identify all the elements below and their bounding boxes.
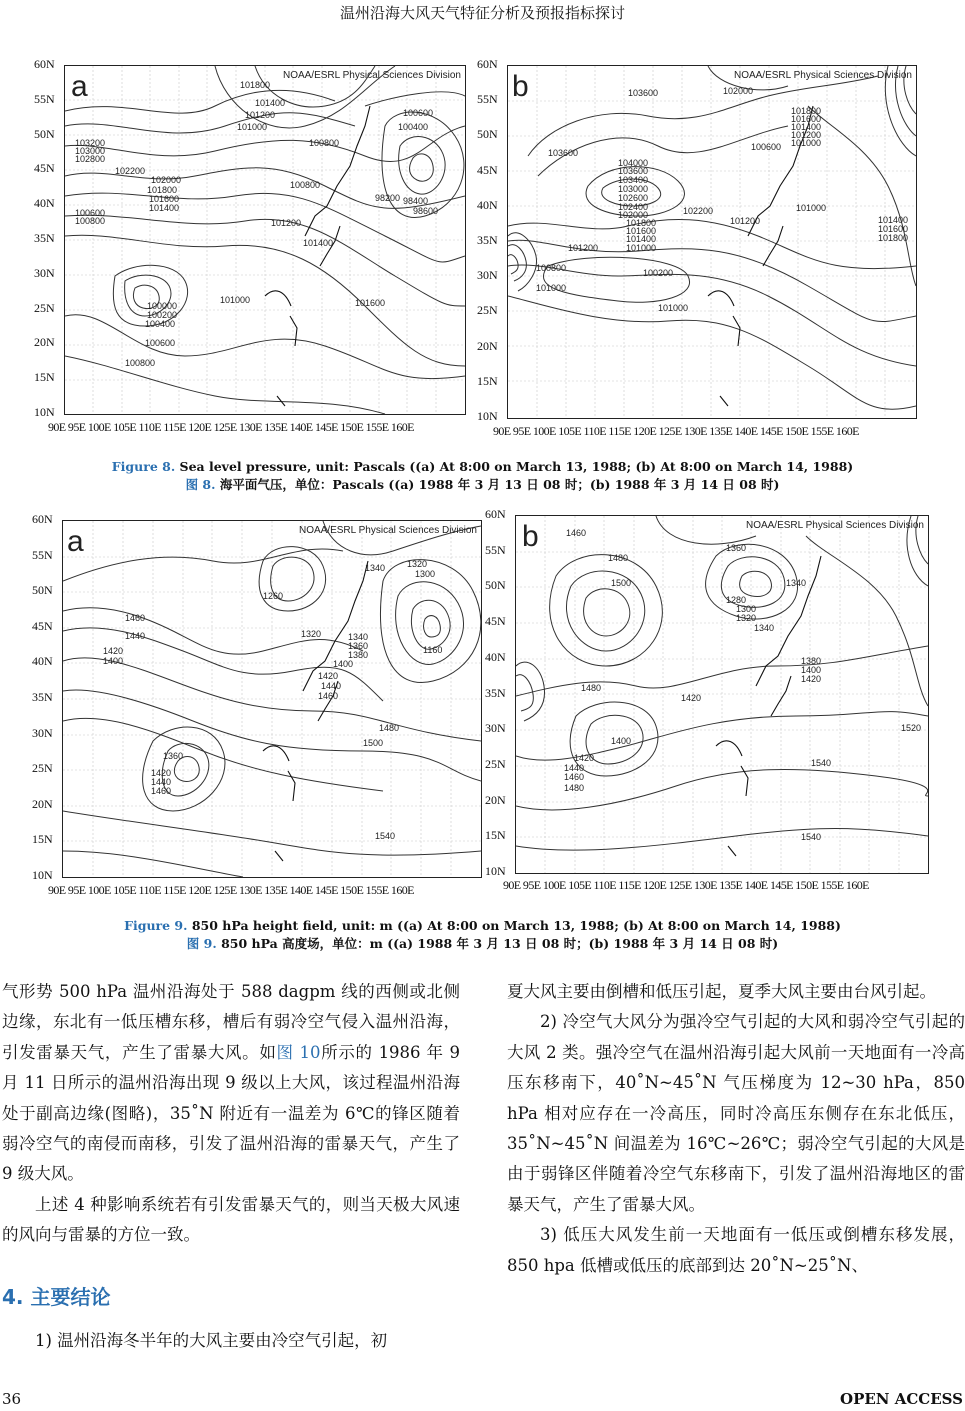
svg-text:1340: 1340 xyxy=(786,578,807,588)
svg-text:104000: 104000 xyxy=(618,158,649,168)
svg-text:101400: 101400 xyxy=(303,238,334,248)
lon-axis: 90E 95E 100E 105E 110E 115E 120E 125E 130E 135E 140E 145E 150E 155E 160E xyxy=(493,424,859,438)
left-column xyxy=(2,977,460,1251)
contour-map xyxy=(65,66,465,414)
lat-label: 10N xyxy=(34,405,55,419)
lat-label: 30N xyxy=(32,725,53,740)
lat-label: 50N xyxy=(32,583,53,598)
svg-text:1300: 1300 xyxy=(415,569,436,579)
paragraph xyxy=(2,977,460,1190)
svg-text:101600: 101600 xyxy=(878,224,909,234)
lat-label: 20N xyxy=(32,796,53,811)
svg-text:1420: 1420 xyxy=(318,671,339,681)
svg-text:1480: 1480 xyxy=(564,783,585,793)
lat-label: 45N xyxy=(485,614,506,629)
svg-text:101200: 101200 xyxy=(568,243,599,253)
map-credit: NOAA/ESRL Physical Sciences Division xyxy=(298,525,477,536)
svg-text:1400: 1400 xyxy=(333,659,354,669)
figure-9-panel-a xyxy=(30,510,485,905)
svg-text:103600: 103600 xyxy=(548,148,579,158)
figure-9-panel-b xyxy=(485,507,947,905)
svg-text:1420: 1420 xyxy=(681,693,702,703)
figure-9-caption-en xyxy=(0,917,965,934)
svg-text:1360: 1360 xyxy=(726,543,747,553)
paragraph: 上述 4 种影响系统若有引发雷暴天气的，则当天极大风速的风向与雷暴的方位一致。 xyxy=(2,1194,460,1245)
svg-text:101000: 101000 xyxy=(237,122,268,132)
contour-map xyxy=(63,521,481,877)
svg-text:101600: 101600 xyxy=(626,226,657,236)
map-credit: NOAA/ESRL Physical Sciences Division xyxy=(745,520,924,531)
lat-label: 25N xyxy=(34,300,55,315)
svg-text:101400: 101400 xyxy=(626,234,657,244)
lat-label: 30N xyxy=(477,268,498,283)
svg-text:1380: 1380 xyxy=(801,656,822,666)
lat-label: 40N xyxy=(485,649,506,664)
figure-number: Figure 9. xyxy=(124,918,188,933)
lat-label: 50N xyxy=(477,127,498,142)
contour-map xyxy=(516,516,928,873)
svg-text:101800: 101800 xyxy=(791,106,822,116)
svg-text:1480: 1480 xyxy=(608,553,629,563)
svg-text:101200: 101200 xyxy=(730,216,761,226)
svg-text:1440: 1440 xyxy=(151,777,172,787)
svg-text:103600: 103600 xyxy=(618,166,649,176)
map-frame xyxy=(62,520,482,878)
paragraph-text: 气形势 500 hPa 温州沿海处于 588 dagpm 线的西侧或北侧边缘，东北有一低压槽东移，槽后有弱冷空气侵入温州沿海，引发雷暴天气，产生了雷暴大风。如 xyxy=(2,982,460,1062)
lat-label: 35N xyxy=(477,233,498,247)
paragraph: 3) 低压大风发生前一天地面有一低压或倒槽东移发展，850 hpa 低槽或低压的底部到达 20˚N~25˚N、 xyxy=(507,1225,965,1275)
figure-10-link[interactable]: 图 10 xyxy=(276,1042,321,1062)
lat-label: 15N xyxy=(32,832,53,847)
lat-label: 35N xyxy=(34,231,55,245)
svg-text:101600: 101600 xyxy=(149,194,180,204)
lon-axis: 90E 95E 100E 105E 110E 115E 120E 125E 130E 135E 140E 145E 150E 155E 160E xyxy=(48,420,414,434)
svg-text:1480: 1480 xyxy=(581,683,602,693)
svg-text:101800: 101800 xyxy=(240,80,271,90)
svg-text:1420: 1420 xyxy=(574,753,595,763)
svg-text:101000: 101000 xyxy=(796,203,827,213)
figure-9-caption-zh xyxy=(0,935,965,952)
caption-text: 850 hPa 高度场，单位：m ((a) 1988 年 3 月 13 日 08 时；(b) 1988 年 3 月 14 日 08 时) xyxy=(221,936,779,951)
svg-text:101400: 101400 xyxy=(149,203,180,213)
svg-text:100800: 100800 xyxy=(75,216,106,226)
panel-letter: a xyxy=(67,525,84,558)
svg-text:1400: 1400 xyxy=(611,736,632,746)
map-credit: NOAA/ESRL Physical Sciences Division xyxy=(733,70,912,81)
svg-text:100000: 100000 xyxy=(147,301,178,311)
map-frame xyxy=(515,515,929,874)
lat-label: 10N xyxy=(485,864,506,878)
figure-number: Figure 8. xyxy=(111,459,176,474)
svg-text:1460: 1460 xyxy=(564,772,585,782)
paragraph: 2) 冷空气大风分为强冷空气引起的大风和弱冷空气引起的大风 2 类。强冷空气在温州沿海引起大风前一天地面有一冷高压东移南下，40˚N~45˚N 气压梯度为 12~30 hPa，850 hPa 相对应存在一冷高压，同时冷高压东侧存在东北低压，35˚N~45˚N 间温差为 16℃~26℃；弱冷空气引起的大风是由于弱锋区伴随着冷空气东移南下，引发了温州沿海地区的雷暴天气，产生了雷暴大风。 xyxy=(507,1012,965,1214)
svg-text:1540: 1540 xyxy=(801,832,822,842)
svg-text:1460: 1460 xyxy=(125,613,146,623)
svg-text:100800: 100800 xyxy=(125,358,156,368)
svg-text:1440: 1440 xyxy=(125,631,146,641)
map-frame xyxy=(64,65,466,415)
svg-text:100600: 100600 xyxy=(145,338,176,348)
svg-text:100600: 100600 xyxy=(751,142,782,152)
svg-text:101200: 101200 xyxy=(791,130,822,140)
lat-label: 15N xyxy=(34,370,55,385)
svg-text:100600: 100600 xyxy=(75,208,106,218)
lat-label: 60N xyxy=(32,512,53,526)
lat-label: 60N xyxy=(477,57,498,71)
svg-text:101000: 101000 xyxy=(791,138,822,148)
svg-text:1500: 1500 xyxy=(363,738,384,748)
svg-text:1400: 1400 xyxy=(103,656,124,666)
svg-text:101800: 101800 xyxy=(626,218,657,228)
figure-number: 图 8. xyxy=(185,477,216,492)
svg-text:102800: 102800 xyxy=(75,154,106,164)
lat-label: 15N xyxy=(485,828,506,843)
lat-label: 45N xyxy=(34,161,55,176)
svg-text:100800: 100800 xyxy=(290,180,321,190)
section-heading: 4. 主要结论 xyxy=(2,1285,111,1309)
svg-text:103000: 103000 xyxy=(618,184,649,194)
contour-map xyxy=(508,66,916,418)
svg-text:1460: 1460 xyxy=(318,691,339,701)
panel-letter: b xyxy=(512,70,529,103)
svg-text:101000: 101000 xyxy=(536,283,567,293)
svg-text:101000: 101000 xyxy=(658,303,689,313)
svg-text:98200: 98200 xyxy=(375,193,401,203)
svg-text:1460: 1460 xyxy=(566,528,587,538)
svg-text:1340: 1340 xyxy=(754,623,775,633)
right-column xyxy=(507,977,965,1281)
svg-text:1340: 1340 xyxy=(365,563,386,573)
lat-label: 50N xyxy=(485,578,506,593)
lat-label: 55N xyxy=(34,91,55,106)
paragraph: 1) 温州沿海冬半年的大风主要由冷空气引起，初 xyxy=(35,1331,388,1350)
lat-label: 30N xyxy=(34,265,55,280)
lat-label: 20N xyxy=(34,335,55,350)
lat-label: 45N xyxy=(477,162,498,177)
lat-label: 25N xyxy=(477,303,498,318)
svg-text:103600: 103600 xyxy=(628,88,659,98)
svg-text:1540: 1540 xyxy=(375,831,396,841)
svg-text:1440: 1440 xyxy=(564,763,585,773)
figure-number: 图 9. xyxy=(186,936,217,951)
svg-text:100800: 100800 xyxy=(536,263,567,273)
svg-text:1300: 1300 xyxy=(736,604,757,614)
lat-label: 50N xyxy=(34,126,55,141)
svg-text:102000: 102000 xyxy=(723,86,754,96)
panel-letter: b xyxy=(522,520,539,553)
svg-text:1400: 1400 xyxy=(801,665,822,675)
lat-label: 55N xyxy=(32,547,53,562)
map-frame xyxy=(507,65,917,419)
running-head: 温州沿海大风天气特征分析及预报指标探讨 xyxy=(339,4,625,22)
svg-text:98600: 98600 xyxy=(413,206,439,216)
map-credit: NOAA/ESRL Physical Sciences Division xyxy=(282,70,461,81)
figure-8-panel-a xyxy=(30,57,470,440)
svg-text:101400: 101400 xyxy=(791,122,822,132)
svg-text:102600: 102600 xyxy=(618,193,649,203)
caption-text: 海平面气压，单位：Pascals ((a) 1988 年 3 月 13 日 08 时；(b) 1988 年 3 月 14 日 08 时) xyxy=(219,477,780,492)
svg-text:100400: 100400 xyxy=(398,122,429,132)
figure-8-caption-en xyxy=(0,458,965,475)
svg-text:101000: 101000 xyxy=(220,295,251,305)
lat-label: 15N xyxy=(477,373,498,388)
svg-text:102200: 102200 xyxy=(683,206,714,216)
svg-text:103000: 103000 xyxy=(75,146,106,156)
svg-text:102400: 102400 xyxy=(618,202,649,212)
svg-text:101000: 101000 xyxy=(626,243,657,253)
svg-text:101800: 101800 xyxy=(878,233,909,243)
svg-text:1480: 1480 xyxy=(379,723,400,733)
svg-text:101400: 101400 xyxy=(255,98,286,108)
svg-text:1160: 1160 xyxy=(423,645,443,655)
svg-text:1420: 1420 xyxy=(801,674,822,684)
open-access-label: OPEN ACCESS xyxy=(840,1390,963,1408)
svg-text:101400: 101400 xyxy=(878,215,909,225)
page-number: 36 xyxy=(2,1390,22,1408)
svg-text:101600: 101600 xyxy=(791,114,822,124)
lon-axis: 90E 95E 100E 105E 110E 115E 120E 125E 130E 135E 140E 145E 150E 155E 160E xyxy=(48,883,414,897)
svg-text:1500: 1500 xyxy=(611,578,632,588)
svg-text:100600: 100600 xyxy=(403,108,434,118)
lat-label: 20N xyxy=(485,792,506,807)
lat-label: 40N xyxy=(477,197,498,212)
panel-letter: a xyxy=(71,70,88,103)
lat-label: 40N xyxy=(34,196,55,211)
svg-text:1320: 1320 xyxy=(736,613,757,623)
lat-label: 35N xyxy=(485,685,506,700)
lat-label: 60N xyxy=(485,507,506,521)
paragraph-text: 所示的 1986 年 9 月 11 日所示的温州沿海出现 9 级以上大风，该过程温州沿海处于副高边缘(图略)，35˚N 附近有一温差为 6℃的锋区随着弱冷空气的南侵而南移，引发了温州沿海的雷暴天气，产生了 9 级大风。 xyxy=(2,1042,461,1184)
svg-text:1260: 1260 xyxy=(263,591,284,601)
lat-label: 45N xyxy=(32,618,53,633)
lat-label: 10N xyxy=(32,868,53,882)
svg-text:100200: 100200 xyxy=(643,268,674,278)
figure-8-caption-zh xyxy=(0,476,965,493)
svg-text:1520: 1520 xyxy=(901,723,922,733)
svg-text:1360: 1360 xyxy=(163,751,184,761)
lat-label: 60N xyxy=(34,57,55,71)
svg-text:100400: 100400 xyxy=(145,319,176,329)
svg-text:1440: 1440 xyxy=(321,681,342,691)
svg-text:1320: 1320 xyxy=(301,629,322,639)
svg-text:101600: 101600 xyxy=(355,298,386,308)
lat-label: 40N xyxy=(32,654,53,669)
svg-text:101800: 101800 xyxy=(147,185,178,195)
svg-text:1280: 1280 xyxy=(726,595,747,605)
svg-text:102000: 102000 xyxy=(151,175,182,185)
lat-label: 55N xyxy=(477,92,498,107)
svg-text:101200: 101200 xyxy=(271,218,302,228)
svg-text:103200: 103200 xyxy=(75,138,106,148)
lat-label: 25N xyxy=(32,761,53,776)
lat-label: 55N xyxy=(485,542,506,557)
svg-text:1320: 1320 xyxy=(407,559,428,569)
figure-8-panel-b xyxy=(475,57,935,440)
lat-label: 25N xyxy=(485,756,506,771)
svg-text:98400: 98400 xyxy=(403,196,429,206)
lat-label: 10N xyxy=(477,409,498,423)
svg-text:102000: 102000 xyxy=(618,210,649,220)
left-column-tail xyxy=(2,1326,460,1356)
svg-text:1460: 1460 xyxy=(151,786,172,796)
svg-text:100800: 100800 xyxy=(309,138,340,148)
svg-text:100200: 100200 xyxy=(147,310,178,320)
svg-text:101200: 101200 xyxy=(245,110,276,120)
svg-text:1380: 1380 xyxy=(348,650,369,660)
lon-axis: 90E 95E 100E 105E 110E 115E 120E 125E 130E 135E 140E 145E 150E 155E 160E xyxy=(503,878,869,892)
svg-text:1420: 1420 xyxy=(151,768,172,778)
svg-text:1340: 1340 xyxy=(348,632,369,642)
svg-text:1360: 1360 xyxy=(348,641,369,651)
svg-text:102200: 102200 xyxy=(115,166,146,176)
svg-text:1420: 1420 xyxy=(103,646,124,656)
caption-text: Sea level pressure, unit: Pascals ((a) At 8:00 on March 13, 1988; (b) At 8:00 on March 14, 1988) xyxy=(179,459,854,474)
caption-text: 850 hPa height field, unit: m ((a) At 8:00 on March 13, 1988; (b) At 8:00 on March 14, 1988) xyxy=(191,918,841,933)
lat-label: 20N xyxy=(477,338,498,353)
svg-text:1540: 1540 xyxy=(811,758,832,768)
lat-label: 30N xyxy=(485,721,506,736)
paragraph: 夏大风主要由倒槽和低压引起，夏季大风主要由台风引起。 xyxy=(507,982,936,1001)
lat-label: 35N xyxy=(32,690,53,704)
svg-text:103400: 103400 xyxy=(618,175,649,185)
